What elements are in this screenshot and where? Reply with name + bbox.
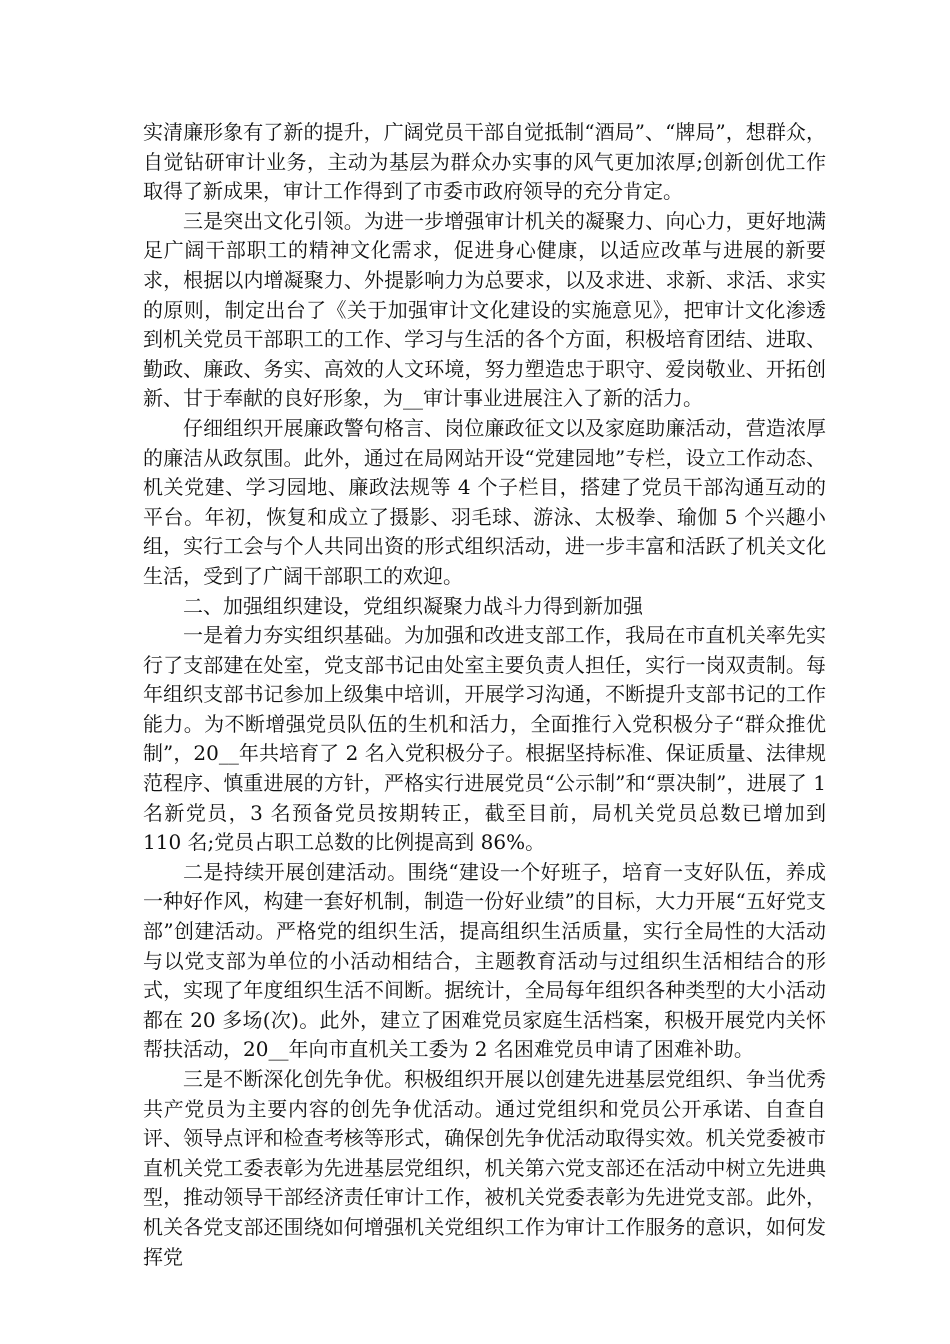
document-page bbox=[143, 118, 826, 1272]
paragraph-2: 三是突出文化引领。为进一步增强审计机关的凝聚力、向心力，更好地满足广阔干部职工的精神文化需求，促进身心健康，以适应改革与进展的新要求，根据以内增凝聚力、外提影响力为总要求，以及求进、求新、求活、求实的原则，制定出台了《关于加强审计文化建设的实施意见》，把审计文化渗透到机关党员干部职工的工作、学习与生活的各个方面，积极培育团结、进取、勤政、廉政、务实、高效的人文环境，努力塑造忠于职守、爱岗敬业、开拓创新、甘于奉献的良好形象，为__审计事业进展注入了新的活力。 bbox=[143, 208, 826, 411]
paragraph-4: 一是着力夯实组织基础。为加强和改进支部工作，我局在市直机关率先实行了支部建在处室，党支部书记由处室主要负责人担任，实行一岗双责制。每年组织支部书记参加上级集中培训，开展学习沟通，不断提升支部书记的工作能力。为不断增强党员队伍的生机和活力，全面推行入党积极分子“群众推优制”，20__年共培育了 2 名入党积极分子。根据坚持标准、保证质量、法律规范程序、慎重进展的方针，严格实行进展党员“公示制”和“票决制”，进展了 1 名新党员，3 名预备党员按期转正，截至目前，局机关党员总数已增加到 110 名;党员占职工总数的比例提高到 86%。 bbox=[143, 623, 826, 855]
section-heading: 二、加强组织建设，党组织凝聚力战斗力得到新加强 bbox=[183, 593, 643, 618]
paragraph-6: 三是不断深化创先争优。积极组织开展以创建先进基层党组织、争当优秀共产党员为主要内容的创先争优活动。通过党组织和党员公开承诺、自查自评、领导点评和检查考核等形式，确保创先争优活动取得实效。机关党委被市直机关党工委表彰为先进基层党组织，机关第六党支部还在活动中树立先进典型，推动领导干部经济责任审计工作，被机关党委表彰为先进党支部。此外，机关各党支部还围绕如何增强机关党组织工作为审计工作服务的意识，如何发挥党 bbox=[143, 1067, 826, 1269]
paragraph-1: 实清廉形象有了新的提升，广阔党员干部自觉抵制“酒局”、“牌局”，想群众，自觉钻研审计业务，主动为基层为群众办实事的风气更加浓厚;创新创优工作取得了新成果，审计工作得到了市委市政府领导的充分肯定。 bbox=[143, 120, 826, 204]
paragraph-3: 仔细组织开展廉政警句格言、岗位廉政征文以及家庭助廉活动，营造浓厚的廉洁从政氛围。此外，通过在局网站开设“党建园地”专栏，设立工作动态、机关党建、学习园地、廉政法规等 4 个子栏目，搭建了党员干部沟通互动的平台。年初，恢复和成立了摄影、羽毛球、游泳、太极拳、瑜伽 5 个兴趣小组，实行工会与个人共同出资的形式组织活动，进一步丰富和活跃了机关文化生活，受到了广阔干部职工的欢迎。 bbox=[143, 415, 826, 588]
paragraph-5: 二是持续开展创建活动。围绕“建设一个好班子，培育一支好队伍，养成一种好作风，构建一套好机制，制造一份好业绩”的目标，大力开展“五好党支部”创建活动。严格党的组织生活，提高组织生活质量，实行全局性的大活动与以党支部为单位的小活动相结合，主题教育活动与过组织生活相结合的形式，实现了年度组织生活不间断。据统计，全局每年组织各种类型的大小活动都在 20 多场(次)。此外，建立了困难党员家庭生活档案，积极开展党内关怀帮扶活动，20__年向市直机关工委为 2 名困难党员申请了困难补助。 bbox=[143, 859, 826, 1062]
